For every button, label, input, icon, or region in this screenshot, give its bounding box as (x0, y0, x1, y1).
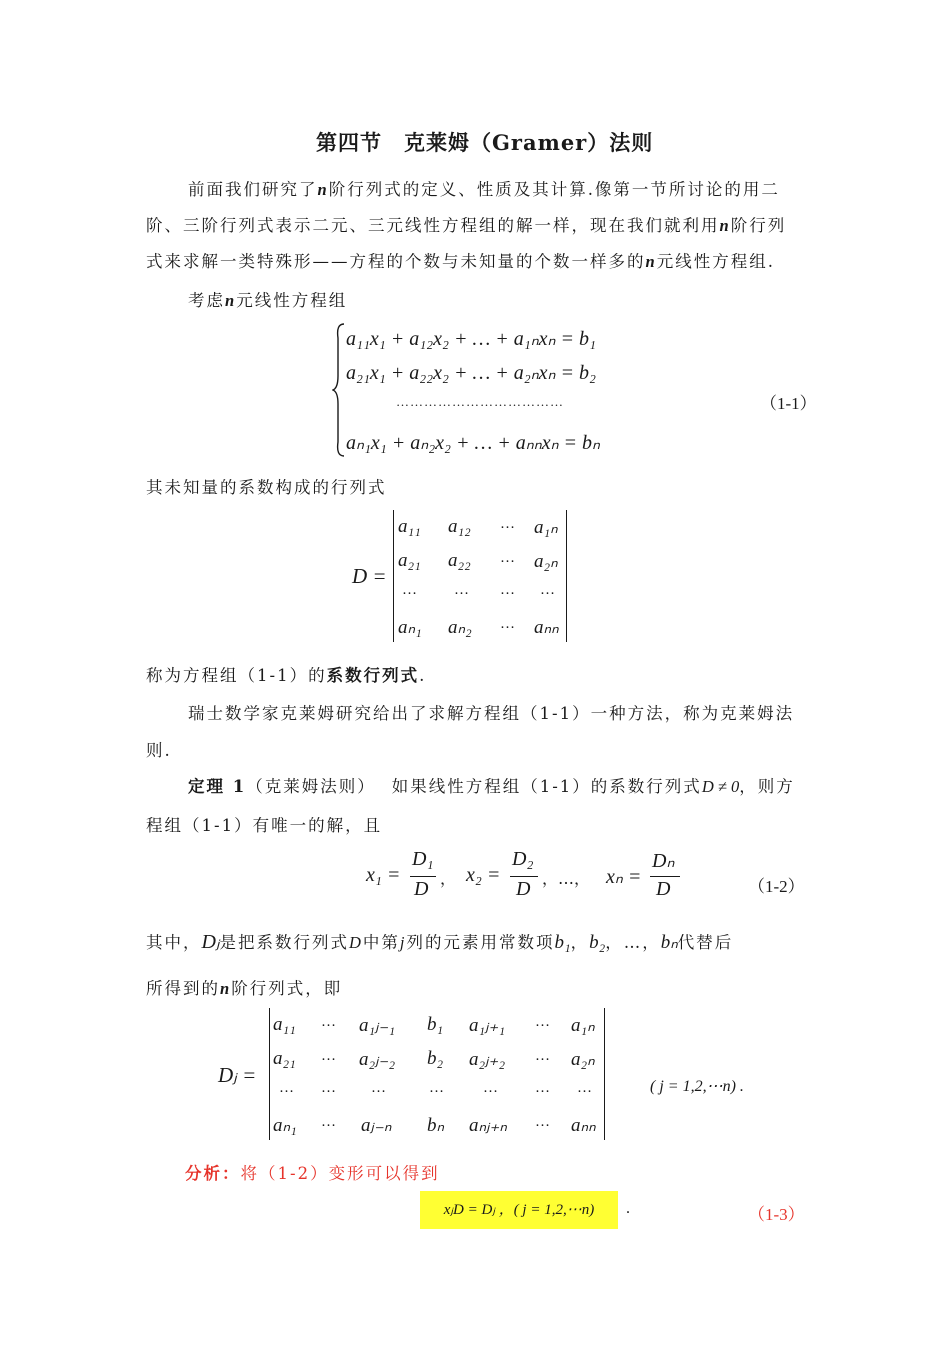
text: 中第 (362, 933, 400, 952)
text: 其中， (146, 933, 202, 952)
det-d-cell: … (540, 582, 555, 598)
section-title: 第四节 克莱姆（Gramer）法则 (316, 130, 654, 155)
frac-den: D (414, 878, 429, 900)
math-b2: b₂ (589, 932, 606, 953)
det-dj-cell: a₂₁ (273, 1048, 296, 1069)
det-dj-cell: … (429, 1080, 444, 1096)
det-dj-cell: aⱼ₋ₙ (361, 1115, 392, 1136)
equation-dots: ……………………………… (396, 394, 564, 409)
det-dj-cell: a₂ⱼ₊₂ (469, 1049, 506, 1070)
paragraph-cramer-line-2: 则. (146, 741, 172, 760)
analysis-label: 分析： (185, 1164, 241, 1183)
math-n: n (317, 180, 329, 199)
det-d-cell: a₂₂ (448, 550, 471, 571)
text: 如果线性方程组（1-1）的系数行列式 (391, 777, 702, 796)
det-dj-cell: aₙⱼ₊ₙ (469, 1115, 507, 1136)
det-dj-cell: … (321, 1080, 336, 1096)
paragraph-intro-line-2 (146, 212, 786, 236)
solution-formula (366, 848, 696, 904)
text: 阶、三阶行列式表示二元、三元线性方程组的解一样，现在我们就利用 (146, 216, 720, 235)
theorem-line-1 (188, 773, 795, 797)
frac-num: D₂ (512, 848, 534, 870)
text: 阶行列式，即 (231, 979, 343, 998)
called-line (146, 662, 426, 686)
coef-text: 其未知量的系数构成的行列式 (146, 478, 387, 497)
term-system-determinant: 系数行列式 (326, 666, 420, 685)
equation-row-n: aₙ₁x₁ + aₙ₂x₂ + … + aₙₙxₙ = bₙ (346, 432, 601, 454)
det-d-cell: … (500, 582, 515, 598)
det-d-cell: … (402, 582, 417, 598)
math-Dj: Dⱼ (201, 931, 220, 953)
fraction-bar (650, 876, 680, 877)
det-d-cell: a₂ₙ (534, 551, 558, 572)
math-D: D (348, 933, 363, 952)
det-d-cell: a₁₁ (398, 516, 421, 537)
frac-num: Dₙ (652, 850, 675, 872)
where-line (146, 929, 733, 954)
det-dj-matrix (273, 1010, 603, 1140)
text: 阶行列式的定义、性质及其计算.像第一节所讨论的用二 (328, 180, 780, 199)
det-d-cell: a₁₂ (448, 516, 471, 537)
theorem-name: （克莱姆法则） (246, 777, 376, 796)
equation-row-2: a₂₁x₁ + a₂₂x₂ + … + a₂ₙxₙ = b₂ (346, 362, 596, 384)
paragraph-intro-line-3 (146, 248, 775, 272)
frac-num: D₁ (412, 848, 434, 870)
det-dj-right-bar (604, 1008, 605, 1140)
det-d-cell: … (500, 550, 515, 566)
det-dj-cell: bₙ (427, 1115, 445, 1136)
det-d-cell: a₁ₙ (534, 517, 558, 538)
math-n: n (645, 252, 657, 271)
math-bn: bₙ (660, 932, 678, 953)
det-dj-cell: … (321, 1014, 336, 1030)
det-dj-cell: … (535, 1114, 550, 1130)
theorem-line-2: 程组（1-1）有唯一的解，且 (146, 816, 383, 835)
math-n: n (719, 216, 731, 235)
det-dj-cell: … (279, 1080, 294, 1096)
left-brace (332, 320, 346, 460)
text: . (419, 666, 427, 685)
equation-row-1: a₁₁x₁ + a₁₂x₂ + … + a₁ₙxₙ = b₁ (346, 328, 596, 350)
det-dj-cell: … (321, 1114, 336, 1130)
fraction-bar (510, 876, 538, 877)
det-d-right-bar (566, 510, 567, 642)
result-period: . (626, 1200, 630, 1217)
separator: ， (440, 869, 457, 888)
det-dj-cell: … (535, 1014, 550, 1030)
x2-lhs: x₂ = (466, 864, 501, 886)
det-d-cell: … (500, 516, 515, 532)
text: 称为方程组（1-1）的 (146, 666, 327, 685)
det-dj-cell: … (371, 1080, 386, 1096)
det-dj-cell: a₁₁ (273, 1014, 296, 1035)
math-condition: D ≠ 0 (701, 777, 740, 796)
math-n: n (225, 291, 237, 310)
equation-label-1-2: （1-2） (748, 877, 805, 896)
text: 元线性方程组 (236, 291, 348, 310)
det-dj-cell: aₙ₁ (273, 1115, 297, 1136)
det-dj-cell: b₁ (427, 1014, 444, 1035)
text: 前面我们研究了 (188, 180, 318, 199)
text: 式来求解一类特殊形——方程的个数与未知量的个数一样多的 (146, 252, 646, 271)
separator: ，…， (542, 869, 591, 888)
math-n: n (220, 979, 232, 998)
text: ，…， (605, 933, 661, 952)
det-dj-cell: a₁ₙ (571, 1015, 595, 1036)
text: 阶行列 (730, 216, 787, 235)
det-dj-lhs: Dⱼ = (218, 1063, 257, 1087)
x1-lhs: x₁ = (366, 864, 401, 886)
det-dj-cell: a₂ⱼ₋₂ (359, 1049, 396, 1070)
det-dj-cell: … (535, 1048, 550, 1064)
obtained-line (146, 975, 342, 999)
det-dj-cell: … (535, 1080, 550, 1096)
analysis-text: 将（1-2）变形可以得到 (240, 1164, 440, 1183)
det-d-cell: aₙ₁ (398, 617, 422, 638)
text: 所得到的 (146, 979, 220, 998)
paragraph-cramer-line-1: 瑞士数学家克莱姆研究给出了求解方程组（1-1）一种方法，称为克莱姆法 (188, 704, 795, 723)
equation-label-1-3: （1-3） (748, 1205, 805, 1224)
fraction-bar (410, 876, 436, 877)
det-d-matrix (398, 512, 566, 642)
math-j: j (399, 933, 407, 952)
highlighted-result-equation: xⱼD = Dⱼ ，( j = 1,2,⋯n) (420, 1191, 618, 1229)
det-dj-cell: a₁ⱼ₊₁ (469, 1015, 506, 1036)
det-d-cell: a₂₁ (398, 550, 421, 571)
det-d-cell: aₙₙ (534, 617, 559, 638)
text: 列的元素用常数项 (406, 933, 555, 952)
consider-line (188, 287, 347, 311)
det-dj-cell: a₁ⱼ₋₁ (359, 1015, 396, 1036)
det-dj-cell: … (577, 1080, 592, 1096)
equation-system (332, 320, 632, 460)
det-d-cell: … (454, 582, 469, 598)
frac-den: D (516, 878, 531, 900)
det-d-left-bar (393, 510, 394, 642)
det-d-cell: aₙ₂ (448, 617, 472, 638)
det-dj-cell: … (321, 1048, 336, 1064)
text: 代替后 (677, 933, 734, 952)
text: ， (570, 933, 590, 952)
det-dj-cell: a₂ₙ (571, 1049, 595, 1070)
det-dj-cell: aₙₙ (571, 1115, 596, 1136)
xn-lhs: xₙ = (606, 866, 642, 888)
det-d-cell: … (500, 616, 515, 632)
det-dj-cell: … (483, 1080, 498, 1096)
text: ，则方 (739, 777, 795, 796)
text: 是把系数行列式 (219, 933, 349, 952)
j-range: ( j = 1,2,⋯n) . (650, 1078, 744, 1095)
text: 考虑 (188, 291, 225, 310)
theorem-label: 定理 1 (188, 777, 247, 796)
det-d-lhs: D = (352, 564, 387, 588)
math-b1: b₁ (554, 932, 571, 953)
text: 元线性方程组. (656, 252, 775, 271)
det-dj-left-bar (269, 1008, 270, 1140)
frac-den: D (656, 878, 671, 900)
det-dj-cell: b₂ (427, 1048, 444, 1069)
analysis-line (185, 1160, 440, 1184)
equation-label-1-1: （1-1） (760, 394, 817, 413)
paragraph-intro-line-1 (188, 176, 780, 200)
